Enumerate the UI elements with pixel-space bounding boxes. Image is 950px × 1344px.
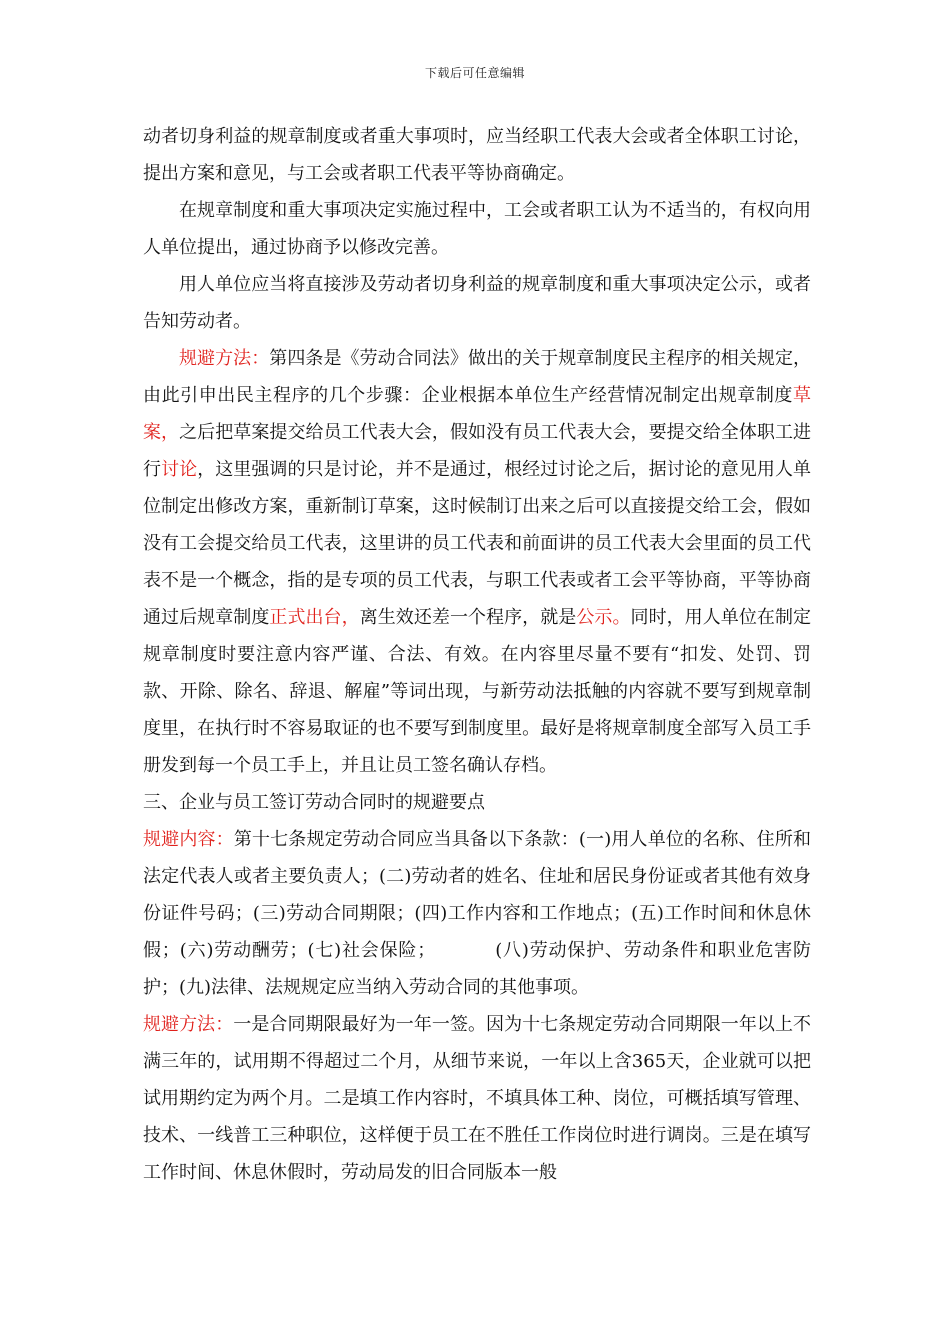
document-body: [143, 118, 811, 1191]
paragraph-5: [143, 821, 811, 1006]
p4-text-4: 离生效还差一个程序，就是: [359, 607, 577, 628]
highlight-discussion: 讨论: [161, 459, 198, 480]
paragraph-2: 在规章制度和重大事项决定实施过程中，工会或者职工认为不适当的，有权向用人单位提出，通过协商予以修改完善。: [143, 200, 811, 258]
p4-text-2: 之后把草案提交给员工代表大会，假如没有员工代表大会，要提交给全体职工进行: [143, 422, 812, 480]
section-heading-3: 三、企业与员工签订劳动合同时的规避要点: [143, 792, 485, 813]
paragraph-4: [143, 340, 811, 784]
avoid-content-label: 规避内容：: [143, 829, 234, 850]
paragraph-6: [143, 1006, 811, 1191]
highlight-draft: 草案，: [143, 385, 811, 443]
p4-text-5: 同时，用人单位在制定规章制度时要注意内容严谨、合法、有效。在内容里尽量不要有“扣发、处罚、罚款、开除、除名、辞退、解雇”等词出现，与新劳动法抵触的内容就不要写到规章制度里，在执行时不容易取证的也不要写到制度里。最好是将规章制度全部写入员工手册发到每一个员工手上，并且让员工签名确认存档。: [143, 607, 812, 776]
highlight-publicity: 公示。: [576, 607, 631, 628]
paragraph-1: 动者切身利益的规章制度或者重大事项时，应当经职工代表大会或者全体职工讨论，提出方案和意见，与工会或者职工代表平等协商确定。: [143, 126, 811, 184]
p5-text-1: 第十七条规定劳动合同应当具备以下条款：(一)用人单位的名称、住所和法定代表人或者主要负责人；(二)劳动者的姓名、住址和居民身份证或者其他有效身份证件号码；(三)劳动合同期限；(四)工作内容和工作地点；(五)工作时间和休息休假；(六)劳动酬劳；(七)社会保险；: [143, 829, 812, 961]
p6-text-1: 一是合同期限最好为一年一签。因为十七条规定劳动合同期限一年以上不满三年的，试用期不得超过二个月，从细节来说，一年以上含365天，企业就可以把试用期约定为两个月。二是填工作内容时，不填具体工种、岗位，可概括填写管理、技术、一线普工三种职位，这样便于员工在不胜任工作岗位时进行调岗。三是在填写工作时间、休息休假时，劳动局发的旧合同版本一般: [143, 1014, 812, 1183]
p4-text-1: 第四条是《劳动合同法》做出的关于规章制度民主程序的相关规定，由此引申出民主程序的几个步骤：企业根据本单位生产经营情况制定出规章制度: [143, 348, 811, 406]
paragraph-3: 用人单位应当将直接涉及劳动者切身利益的规章制度和重大事项决定公示，或者告知劳动者。: [143, 274, 811, 332]
p4-text-3: ，这里强调的只是讨论，并不是通过，根经过讨论之后，据讨论的意见用人单位制定出修改方案，重新制订草案，这时候制订出来之后可以直接提交给工会，假如没有工会提交给员工代表，这里讲的员工代表和前面讲的员工代表大会里面的员工代表不是一个概念，指的是专项的员工代表，与职工代表或者工会平等协商，平等协商通过后规章制度: [143, 459, 812, 628]
avoid-method-label: 规避方法：: [179, 348, 270, 369]
p5-text-2: (八)劳动保护、劳动条件和职业危害防护；(九)法律、法规规定应当纳入劳动合同的其他事项。: [143, 940, 811, 998]
highlight-official-release: 正式出台，: [269, 607, 360, 628]
page-header: 下载后可任意编辑: [424, 66, 525, 80]
avoid-method-label-2: 规避方法：: [143, 1014, 234, 1035]
